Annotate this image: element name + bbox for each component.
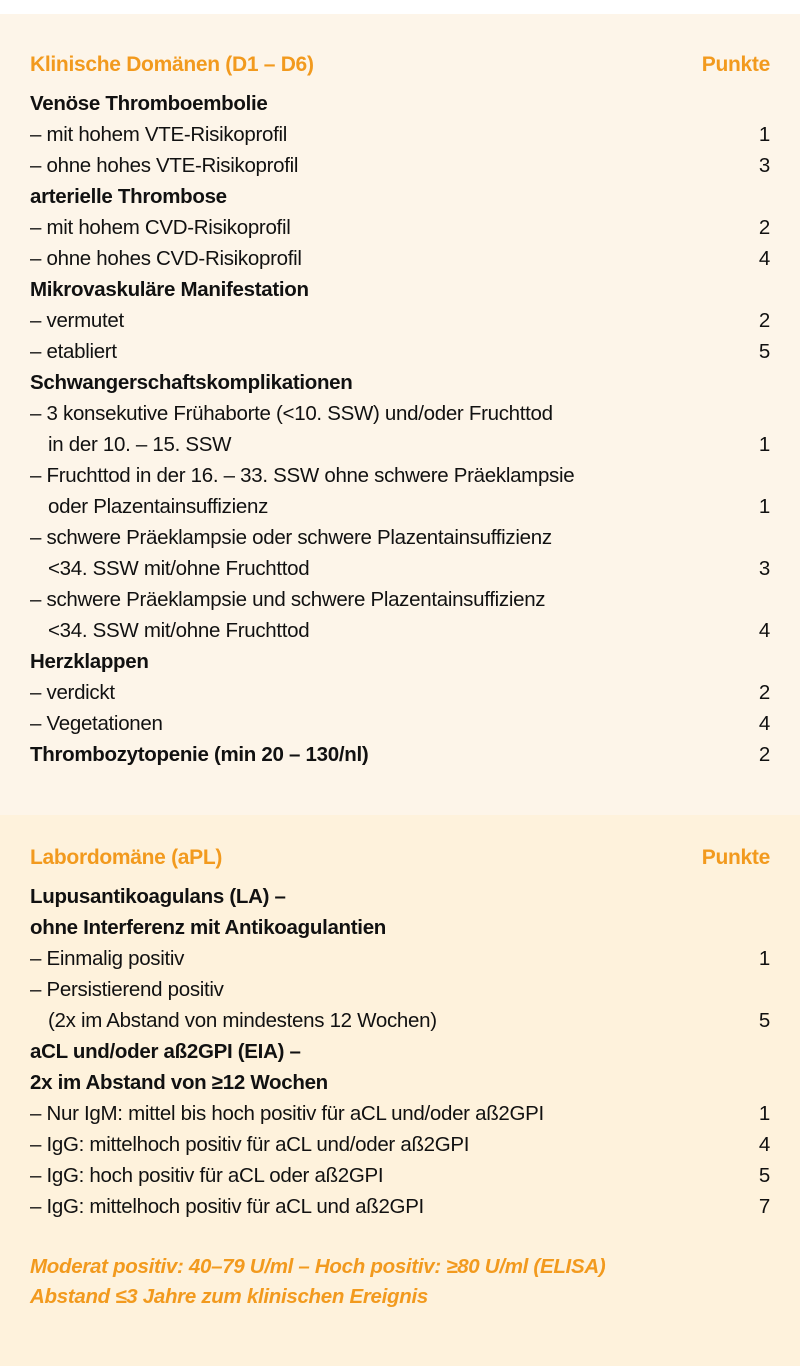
- category-title: Herzklappen: [30, 650, 149, 673]
- criterion-label: – IgG: mittelhoch positiv für aCL und aß2GPI: [30, 1195, 424, 1218]
- criterion-label: – ohne hohes CVD-Risikoprofil: [30, 247, 302, 270]
- category-points: 2: [758, 743, 770, 766]
- criterion-points: 3: [758, 154, 770, 177]
- category-lupus-anticoagulant: [30, 881, 770, 912]
- category-arterial-thrombosis: [30, 181, 770, 212]
- criterion-line: – Persistierend positiv: [30, 978, 224, 1001]
- category-venous-thromboembolism: [30, 88, 770, 119]
- category-title: Schwangerschaftskomplikationen: [30, 371, 353, 394]
- footnote-interval: Abstand ≤3 Jahre zum klinischen Ereignis: [30, 1285, 428, 1308]
- criterion-row: [30, 943, 770, 974]
- lab-header-title: Labordomäne (aPL): [30, 846, 223, 869]
- category-title: Thrombozytopenie (min 20 – 130/nl): [30, 743, 369, 766]
- criterion-label: – mit hohem CVD-Risikoprofil: [30, 216, 291, 239]
- category-title-continued: ohne Interferenz mit Antikoagulantien: [30, 916, 387, 939]
- criterion-label: – IgG: mittelhoch positiv für aCL und/oder aß2GPI: [30, 1133, 470, 1156]
- criterion-row: [30, 1098, 770, 1129]
- criterion-points: 4: [758, 712, 770, 735]
- criterion-points: 7: [758, 1195, 770, 1218]
- criterion-label: – vermutet: [30, 309, 124, 332]
- category-title: aCL und/oder aß2GPI (EIA) –: [30, 1040, 301, 1063]
- clinical-header-title: Klinische Domänen (D1 – D6): [30, 53, 314, 76]
- category-microvascular: [30, 274, 770, 305]
- criterion-line-continued: oder Plazentainsuffizienz: [48, 495, 269, 518]
- criterion-row: [30, 1129, 770, 1160]
- criterion-points: 1: [758, 495, 770, 518]
- category-lupus-anticoagulant-subtitle: [30, 912, 770, 943]
- criterion-row: [30, 584, 770, 646]
- category-pregnancy-complications: [30, 367, 770, 398]
- category-thrombocytopenia: [30, 739, 770, 770]
- category-heart-valves: [30, 646, 770, 677]
- criterion-label: – IgG: hoch positiv für aCL oder aß2GPI: [30, 1164, 384, 1187]
- criterion-row: [30, 336, 770, 367]
- criterion-row: [30, 1191, 770, 1222]
- criterion-row: [30, 974, 770, 1036]
- top-margin: [0, 0, 800, 14]
- criterion-label: – Vegetationen: [30, 712, 163, 735]
- category-acl-ab2gpi: [30, 1036, 770, 1067]
- criterion-points: 3: [758, 557, 770, 580]
- criterion-points: 5: [758, 1009, 770, 1032]
- criterion-line: – 3 konsekutive Frühaborte (<10. SSW) und/oder Fruchttod: [30, 402, 553, 425]
- criterion-line-continued: <34. SSW mit/ohne Fruchttod: [48, 619, 310, 642]
- criterion-line: – schwere Präeklampsie oder schwere Plazentainsuffizienz: [30, 526, 552, 549]
- criterion-label: [30, 584, 710, 646]
- criterion-label: [30, 460, 710, 522]
- criterion-row: [30, 522, 770, 584]
- criterion-points: 5: [758, 340, 770, 363]
- criterion-row: [30, 150, 770, 181]
- criterion-row: [30, 460, 770, 522]
- criterion-label: [30, 522, 710, 584]
- criterion-points: 1: [758, 433, 770, 456]
- clinical-points-header: Punkte: [701, 53, 770, 76]
- criterion-points: 4: [758, 247, 770, 270]
- criterion-row: [30, 212, 770, 243]
- criterion-points: 1: [758, 947, 770, 970]
- criterion-points: 4: [758, 1133, 770, 1156]
- criterion-row: [30, 398, 770, 460]
- criterion-line: – schwere Präeklampsie und schwere Plazentainsuffizienz: [30, 588, 546, 611]
- lab-domain-section: [0, 815, 800, 1366]
- category-title: Venöse Thromboembolie: [30, 92, 268, 115]
- criterion-points: 5: [758, 1164, 770, 1187]
- clinical-header-row: [30, 50, 770, 80]
- criterion-line: – Fruchttod in der 16. – 33. SSW ohne schwere Präeklampsie: [30, 464, 575, 487]
- lab-header-row: [30, 843, 770, 873]
- criterion-row: [30, 119, 770, 150]
- criterion-label: – Nur IgM: mittel bis hoch positiv für aCL und/oder aß2GPI: [30, 1102, 544, 1125]
- criterion-label: – ohne hohes VTE-Risikoprofil: [30, 154, 299, 177]
- criterion-row: [30, 677, 770, 708]
- criterion-label: [30, 974, 710, 1036]
- criterion-points: 1: [758, 1102, 770, 1125]
- footnote-thresholds: Moderat positiv: 40–79 U/ml – Hoch positiv: ≥80 U/ml (ELISA): [30, 1255, 606, 1278]
- criterion-points: 2: [758, 216, 770, 239]
- criterion-label: – verdickt: [30, 681, 115, 704]
- lab-points-header: Punkte: [701, 846, 770, 869]
- criterion-line-continued: (2x im Abstand von mindestens 12 Wochen): [48, 1009, 437, 1032]
- category-title: Mikrovaskuläre Manifestation: [30, 278, 309, 301]
- criterion-row: [30, 1160, 770, 1191]
- criterion-label: [30, 398, 710, 460]
- clinical-domains-section: [0, 14, 800, 815]
- category-title: arterielle Thrombose: [30, 185, 227, 208]
- footnotes: [30, 1252, 770, 1312]
- category-acl-ab2gpi-subtitle: [30, 1067, 770, 1098]
- criterion-points: 1: [758, 123, 770, 146]
- category-title-continued: 2x im Abstand von ≥12 Wochen: [30, 1071, 328, 1094]
- criterion-row: [30, 243, 770, 274]
- criterion-points: 2: [758, 309, 770, 332]
- criterion-label: – etabliert: [30, 340, 117, 363]
- criterion-line-continued: <34. SSW mit/ohne Fruchttod: [48, 557, 310, 580]
- criterion-points: 2: [758, 681, 770, 704]
- criterion-row: [30, 305, 770, 336]
- criterion-points: 4: [758, 619, 770, 642]
- criterion-row: [30, 708, 770, 739]
- criterion-line-continued: in der 10. – 15. SSW: [48, 433, 232, 456]
- criterion-label: – mit hohem VTE-Risikoprofil: [30, 123, 288, 146]
- criterion-label: – Einmalig positiv: [30, 947, 185, 970]
- category-title: Lupusantikoagulans (LA) –: [30, 885, 286, 908]
